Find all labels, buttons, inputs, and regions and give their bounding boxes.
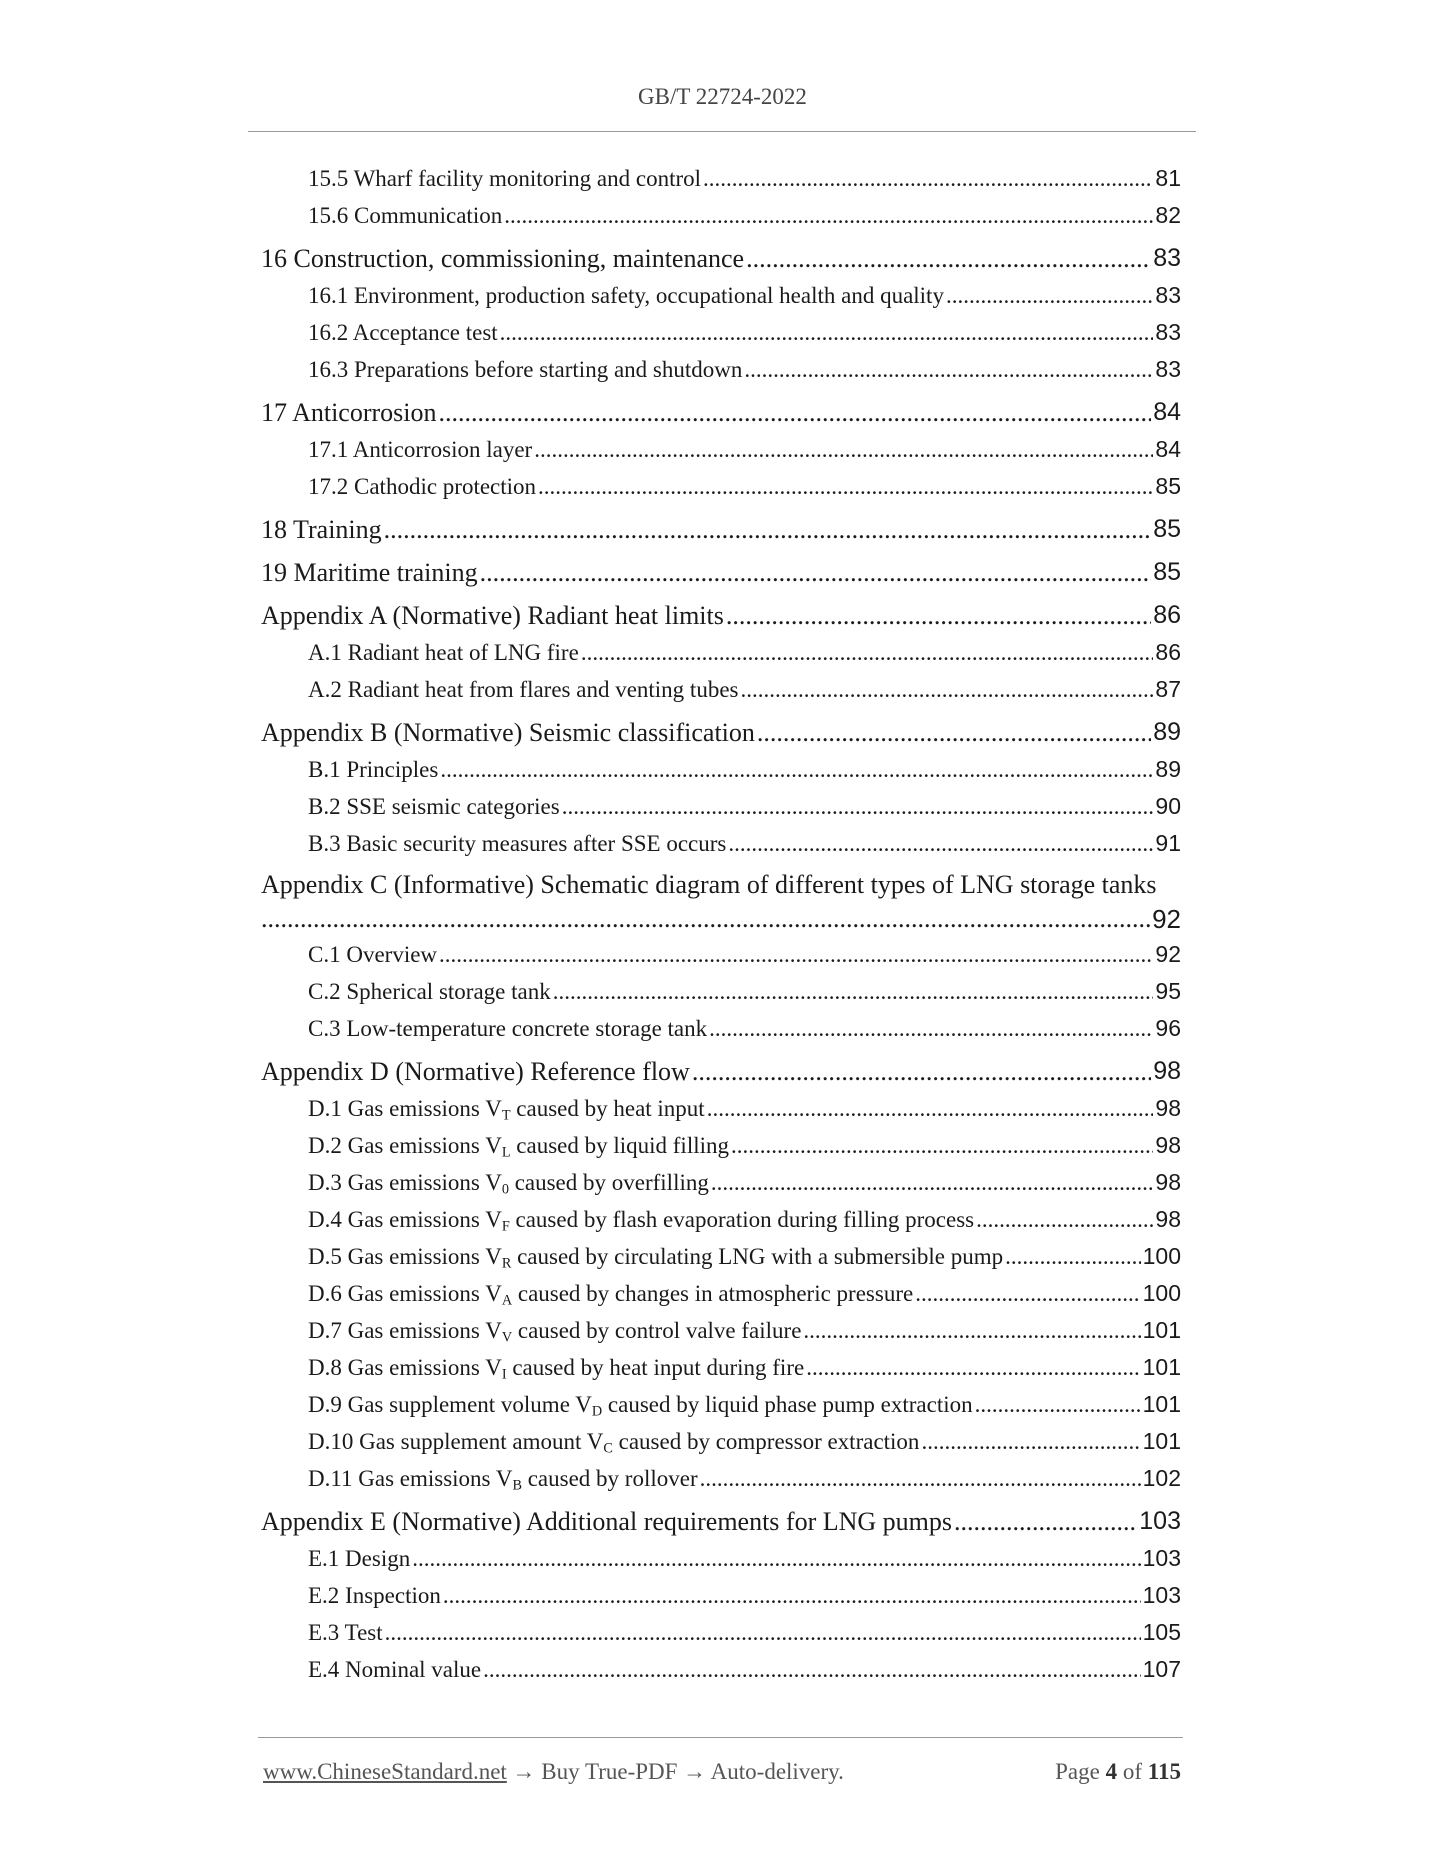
toc-label-subscript: L [501, 1144, 511, 1161]
toc-page-number: 82 [1155, 202, 1181, 228]
toc-label-text: caused by overfilling [508, 1170, 709, 1195]
toc-section-entry[interactable] [261, 1053, 1181, 1090]
dot-leader [562, 788, 1154, 825]
toc-subsection-entry[interactable] [261, 1349, 1181, 1386]
toc-label-text: caused by compressor extraction [612, 1429, 920, 1454]
toc-subsection-entry[interactable] [261, 1460, 1181, 1497]
toc-label-text: caused by circulating LNG with a submersible pump [511, 1244, 1004, 1269]
dot-leader [581, 634, 1154, 671]
toc-label-text: D.9 Gas supplement volume V [308, 1392, 592, 1417]
toc-subsection-entry[interactable] [261, 1238, 1181, 1275]
toc-subsection-entry[interactable] [261, 1540, 1181, 1577]
current-page-number: 4 [1105, 1759, 1118, 1784]
toc-page-number: 101 [1142, 1391, 1181, 1417]
toc-entry-label: 15.5 Wharf facility monitoring and control [308, 166, 702, 191]
toc-entry[interactable] [261, 868, 1181, 936]
toc-label-text: D.1 Gas emissions V [308, 1096, 502, 1121]
dot-leader [709, 1010, 1153, 1047]
page-footer [263, 1755, 1181, 1789]
toc-entry-label: C.3 Low-temperature concrete storage tank [308, 1016, 708, 1041]
toc-subsection-entry[interactable] [261, 825, 1181, 862]
toc-entry-label: Appendix C (Informative) Schematic diagram of different types of LNG storage tanks [261, 870, 1157, 899]
toc-label-text: caused by liquid phase pump extraction [602, 1392, 973, 1417]
toc-label-text: D.5 Gas emissions V [308, 1244, 502, 1269]
toc-label-text: D.11 Gas emissions V [308, 1466, 513, 1491]
toc-page-number: 87 [1155, 676, 1181, 702]
document-header: GB/T 22724-2022 [638, 84, 807, 109]
toc-entry-label: B.2 SSE seismic categories [308, 794, 560, 819]
toc-entry-label: Appendix E (Normative) Additional requirements for LNG pumps [261, 1507, 953, 1536]
toc-section-entry[interactable] [261, 240, 1181, 277]
toc-entry-label: 16.3 Preparations before starting and shutdown [308, 357, 743, 382]
toc-subsection-entry[interactable] [261, 1201, 1181, 1238]
dot-leader [954, 1503, 1137, 1540]
toc-label-subscript: D [591, 1403, 603, 1420]
dot-leader [731, 1127, 1153, 1164]
dot-leader [439, 936, 1153, 973]
toc-entry-label: E.3 Test [308, 1620, 383, 1645]
toc-subsection-entry[interactable] [261, 1127, 1181, 1164]
dot-leader [946, 277, 1153, 314]
dot-leader [692, 1053, 1151, 1090]
toc-entry-label: E.4 Nominal value [308, 1657, 482, 1682]
toc-subsection-entry[interactable] [261, 788, 1181, 825]
toc-entry-label [308, 1312, 801, 1349]
toc-subsection-entry[interactable] [261, 671, 1181, 708]
toc-page-number: 86 [1153, 601, 1181, 629]
toc-entry-label [308, 1275, 913, 1312]
dot-leader [480, 554, 1152, 591]
table-of-contents [261, 160, 1181, 1688]
toc-subsection-entry[interactable] [261, 1275, 1181, 1312]
toc-page-number: 83 [1155, 356, 1181, 382]
toc-entry-label [308, 1349, 804, 1386]
toc-page-number: 83 [1153, 244, 1181, 272]
toc-label-text: caused by heat input [510, 1096, 705, 1121]
toc-section-entry[interactable] [261, 1503, 1181, 1540]
dot-leader [728, 825, 1153, 862]
toc-section-entry[interactable] [261, 511, 1181, 548]
toc-label-subscript: A [501, 1292, 513, 1309]
toc-page-number: 103 [1142, 1582, 1181, 1608]
toc-section-entry[interactable] [261, 394, 1181, 431]
dot-leader [504, 197, 1153, 234]
toc-subsection-entry[interactable] [261, 197, 1181, 234]
dot-leader [757, 714, 1151, 751]
toc-page-number: 100 [1142, 1280, 1181, 1306]
toc-label-text: caused by liquid filling [510, 1133, 729, 1158]
toc-entry-label: 17.2 Cathodic protection [308, 474, 537, 499]
toc-subsection-entry[interactable] [261, 973, 1181, 1010]
toc-page-number: 84 [1155, 436, 1181, 462]
footer-promo [263, 1759, 844, 1785]
toc-subsection-entry[interactable] [261, 1577, 1181, 1614]
dot-leader [538, 468, 1153, 505]
toc-label-text: D.6 Gas emissions V [308, 1281, 502, 1306]
toc-entry-label: E.2 Inspection [308, 1583, 441, 1608]
toc-label-subscript: F [501, 1218, 510, 1235]
dot-leader [707, 1090, 1154, 1127]
toc-entry-label: 18 Training [261, 515, 382, 544]
toc-subsection-entry[interactable] [261, 1010, 1181, 1047]
toc-page-number: 86 [1155, 639, 1181, 665]
toc-entry-label: B.3 Basic security measures after SSE occurs [308, 831, 727, 856]
toc-page-number: 102 [1142, 1465, 1181, 1491]
toc-subsection-entry[interactable] [261, 314, 1181, 351]
toc-entry-label [308, 1201, 974, 1238]
toc-subsection-entry[interactable] [261, 277, 1181, 314]
toc-entry-leader-row [261, 902, 1181, 936]
toc-page-number: 84 [1153, 398, 1181, 426]
toc-page-number: 85 [1155, 473, 1181, 499]
dot-leader [443, 1577, 1141, 1614]
dot-leader [806, 1349, 1140, 1386]
toc-subsection-entry[interactable] [261, 634, 1181, 671]
toc-subsection-entry[interactable] [261, 1090, 1181, 1127]
toc-label-text: caused by rollover [521, 1466, 698, 1491]
dot-leader [439, 394, 1152, 431]
toc-label-subscript: T [501, 1107, 511, 1124]
toc-label-text: D.8 Gas emissions V [308, 1355, 502, 1380]
toc-page-number: 96 [1155, 1015, 1181, 1041]
toc-page-number: 98 [1155, 1169, 1181, 1195]
dot-leader [1005, 1238, 1140, 1275]
toc-subsection-entry[interactable] [261, 351, 1181, 388]
dot-leader [440, 751, 1153, 788]
toc-label-text: caused by control valve failure [512, 1318, 802, 1343]
toc-entry-label: 17 Anticorrosion [261, 398, 437, 427]
toc-entry-label: 16.1 Environment, production safety, occupational health and quality [308, 283, 944, 308]
dot-leader [700, 1460, 1141, 1497]
dot-leader [703, 160, 1153, 197]
toc-label-text: caused by heat input during fire [506, 1355, 805, 1380]
toc-label-text: caused by changes in atmospheric pressure [512, 1281, 914, 1306]
dot-leader [803, 1312, 1140, 1349]
toc-entry-label: Appendix D (Normative) Reference flow [261, 1057, 690, 1086]
dot-leader [483, 1651, 1141, 1688]
toc-entry-label [308, 1238, 1003, 1275]
dot-leader [915, 1275, 1140, 1312]
page-indicator [1055, 1759, 1181, 1785]
toc-entry-label [308, 1386, 973, 1423]
toc-subsection-entry[interactable] [261, 1386, 1181, 1423]
toc-label-subscript: R [501, 1255, 512, 1272]
toc-page-number: 85 [1153, 558, 1181, 586]
toc-entry-label [308, 1423, 919, 1460]
toc-entry-label: Appendix B (Normative) Seismic classification [261, 718, 755, 747]
toc-label-text: D.4 Gas emissions V [308, 1207, 502, 1232]
toc-page-number: 91 [1155, 830, 1181, 856]
toc-subsection-entry[interactable] [261, 751, 1181, 788]
toc-subsection-entry[interactable] [261, 1164, 1181, 1201]
toc-page-number: 90 [1155, 793, 1181, 819]
toc-label-subscript: 0 [501, 1181, 509, 1198]
total-page-count: 115 [1147, 1759, 1181, 1784]
toc-entry-label: A.1 Radiant heat of LNG fire [308, 640, 579, 665]
toc-subsection-entry[interactable] [261, 468, 1181, 505]
toc-page-number: 107 [1142, 1656, 1181, 1682]
toc-section-entry[interactable] [261, 714, 1181, 751]
toc-page-number: 101 [1142, 1428, 1181, 1454]
dot-leader [921, 1423, 1140, 1460]
toc-subsection-entry[interactable] [261, 431, 1181, 468]
toc-subsection-entry[interactable] [261, 1312, 1181, 1349]
toc-page-number: 98 [1155, 1095, 1181, 1121]
toc-page-number: 98 [1153, 1057, 1181, 1085]
toc-label-text: D.2 Gas emissions V [308, 1133, 502, 1158]
toc-section-entry[interactable] [261, 554, 1181, 591]
toc-entry-label: 15.6 Communication [308, 203, 503, 228]
dot-leader [741, 671, 1154, 708]
toc-label-subscript: C [603, 1440, 613, 1457]
toc-entry-label: A.2 Radiant heat from flares and venting tubes [308, 677, 739, 702]
toc-subsection-entry[interactable] [261, 1614, 1181, 1651]
toc-page-number: 103 [1139, 1507, 1181, 1535]
dot-leader [744, 351, 1153, 388]
dot-leader [711, 1164, 1154, 1201]
toc-page-number: 89 [1153, 718, 1181, 746]
footer-promo-text: → Buy True-PDF → Auto-delivery. [506, 1759, 844, 1784]
toc-label-subscript: V [501, 1329, 513, 1346]
dot-leader [534, 431, 1153, 468]
page-of: of [1117, 1759, 1148, 1784]
toc-subsection-entry[interactable] [261, 1423, 1181, 1460]
toc-page-number: 89 [1155, 756, 1181, 782]
toc-page-number: 98 [1155, 1132, 1181, 1158]
toc-entry-label: 17.1 Anticorrosion layer [308, 437, 533, 462]
dot-leader [746, 240, 1151, 277]
page-prefix: Page [1055, 1759, 1106, 1784]
toc-entry-label [308, 1460, 698, 1497]
toc-page-number: 105 [1142, 1619, 1181, 1645]
header-divider [248, 131, 1196, 132]
toc-page-number: 95 [1155, 978, 1181, 1004]
toc-label-subscript: I [501, 1366, 507, 1383]
toc-entry-label: 16.2 Acceptance test [308, 320, 498, 345]
toc-entry-label: B.1 Principles [308, 757, 439, 782]
toc-section-entry[interactable] [261, 597, 1181, 634]
dot-leader [385, 1614, 1141, 1651]
toc-entry-label [308, 1127, 729, 1164]
dot-leader [384, 511, 1152, 548]
toc-page-number: 98 [1155, 1206, 1181, 1232]
toc-label-text: D.7 Gas emissions V [308, 1318, 502, 1343]
toc-entry-label: C.1 Overview [308, 942, 438, 967]
dot-leader [553, 973, 1154, 1010]
website-link[interactable]: www.ChineseStandard.net [263, 1759, 507, 1784]
toc-page-number: 100 [1142, 1243, 1181, 1269]
toc-entry-label: 19 Maritime training [261, 558, 478, 587]
toc-entry-label [308, 1164, 709, 1201]
footer-divider [258, 1737, 1183, 1738]
dot-leader [976, 1201, 1153, 1238]
toc-page-number: 103 [1142, 1545, 1181, 1571]
dot-leader [500, 314, 1154, 351]
toc-entry-label: 16 Construction, commissioning, maintenance [261, 244, 745, 273]
toc-subsection-entry[interactable] [261, 1651, 1181, 1688]
dot-leader [975, 1386, 1141, 1423]
toc-label-text: D.10 Gas supplement amount V [308, 1429, 604, 1454]
toc-page-number: 101 [1142, 1354, 1181, 1380]
toc-label-subscript: B [512, 1477, 522, 1494]
toc-page-number: 92 [1155, 941, 1181, 967]
toc-entry-label [308, 1090, 705, 1127]
toc-subsection-entry[interactable] [261, 160, 1181, 197]
toc-label-text: caused by flash evaporation during filling process [509, 1207, 975, 1232]
toc-entry-label: E.1 Design [308, 1546, 411, 1571]
toc-page-number: 92 [1152, 904, 1181, 934]
toc-page-number: 101 [1142, 1317, 1181, 1343]
toc-page-number: 81 [1155, 165, 1181, 191]
toc-page-number: 85 [1153, 515, 1181, 543]
dot-leader [726, 597, 1151, 634]
toc-subsection-entry[interactable] [261, 936, 1181, 973]
toc-entry-label: C.2 Spherical storage tank [308, 979, 551, 1004]
toc-page-number: 83 [1155, 319, 1181, 345]
toc-entry-label: Appendix A (Normative) Radiant heat limits [261, 601, 724, 630]
dot-leader [412, 1540, 1140, 1577]
toc-label-text: D.3 Gas emissions V [308, 1170, 502, 1195]
dot-leader [261, 902, 1150, 936]
toc-page-number: 83 [1155, 282, 1181, 308]
